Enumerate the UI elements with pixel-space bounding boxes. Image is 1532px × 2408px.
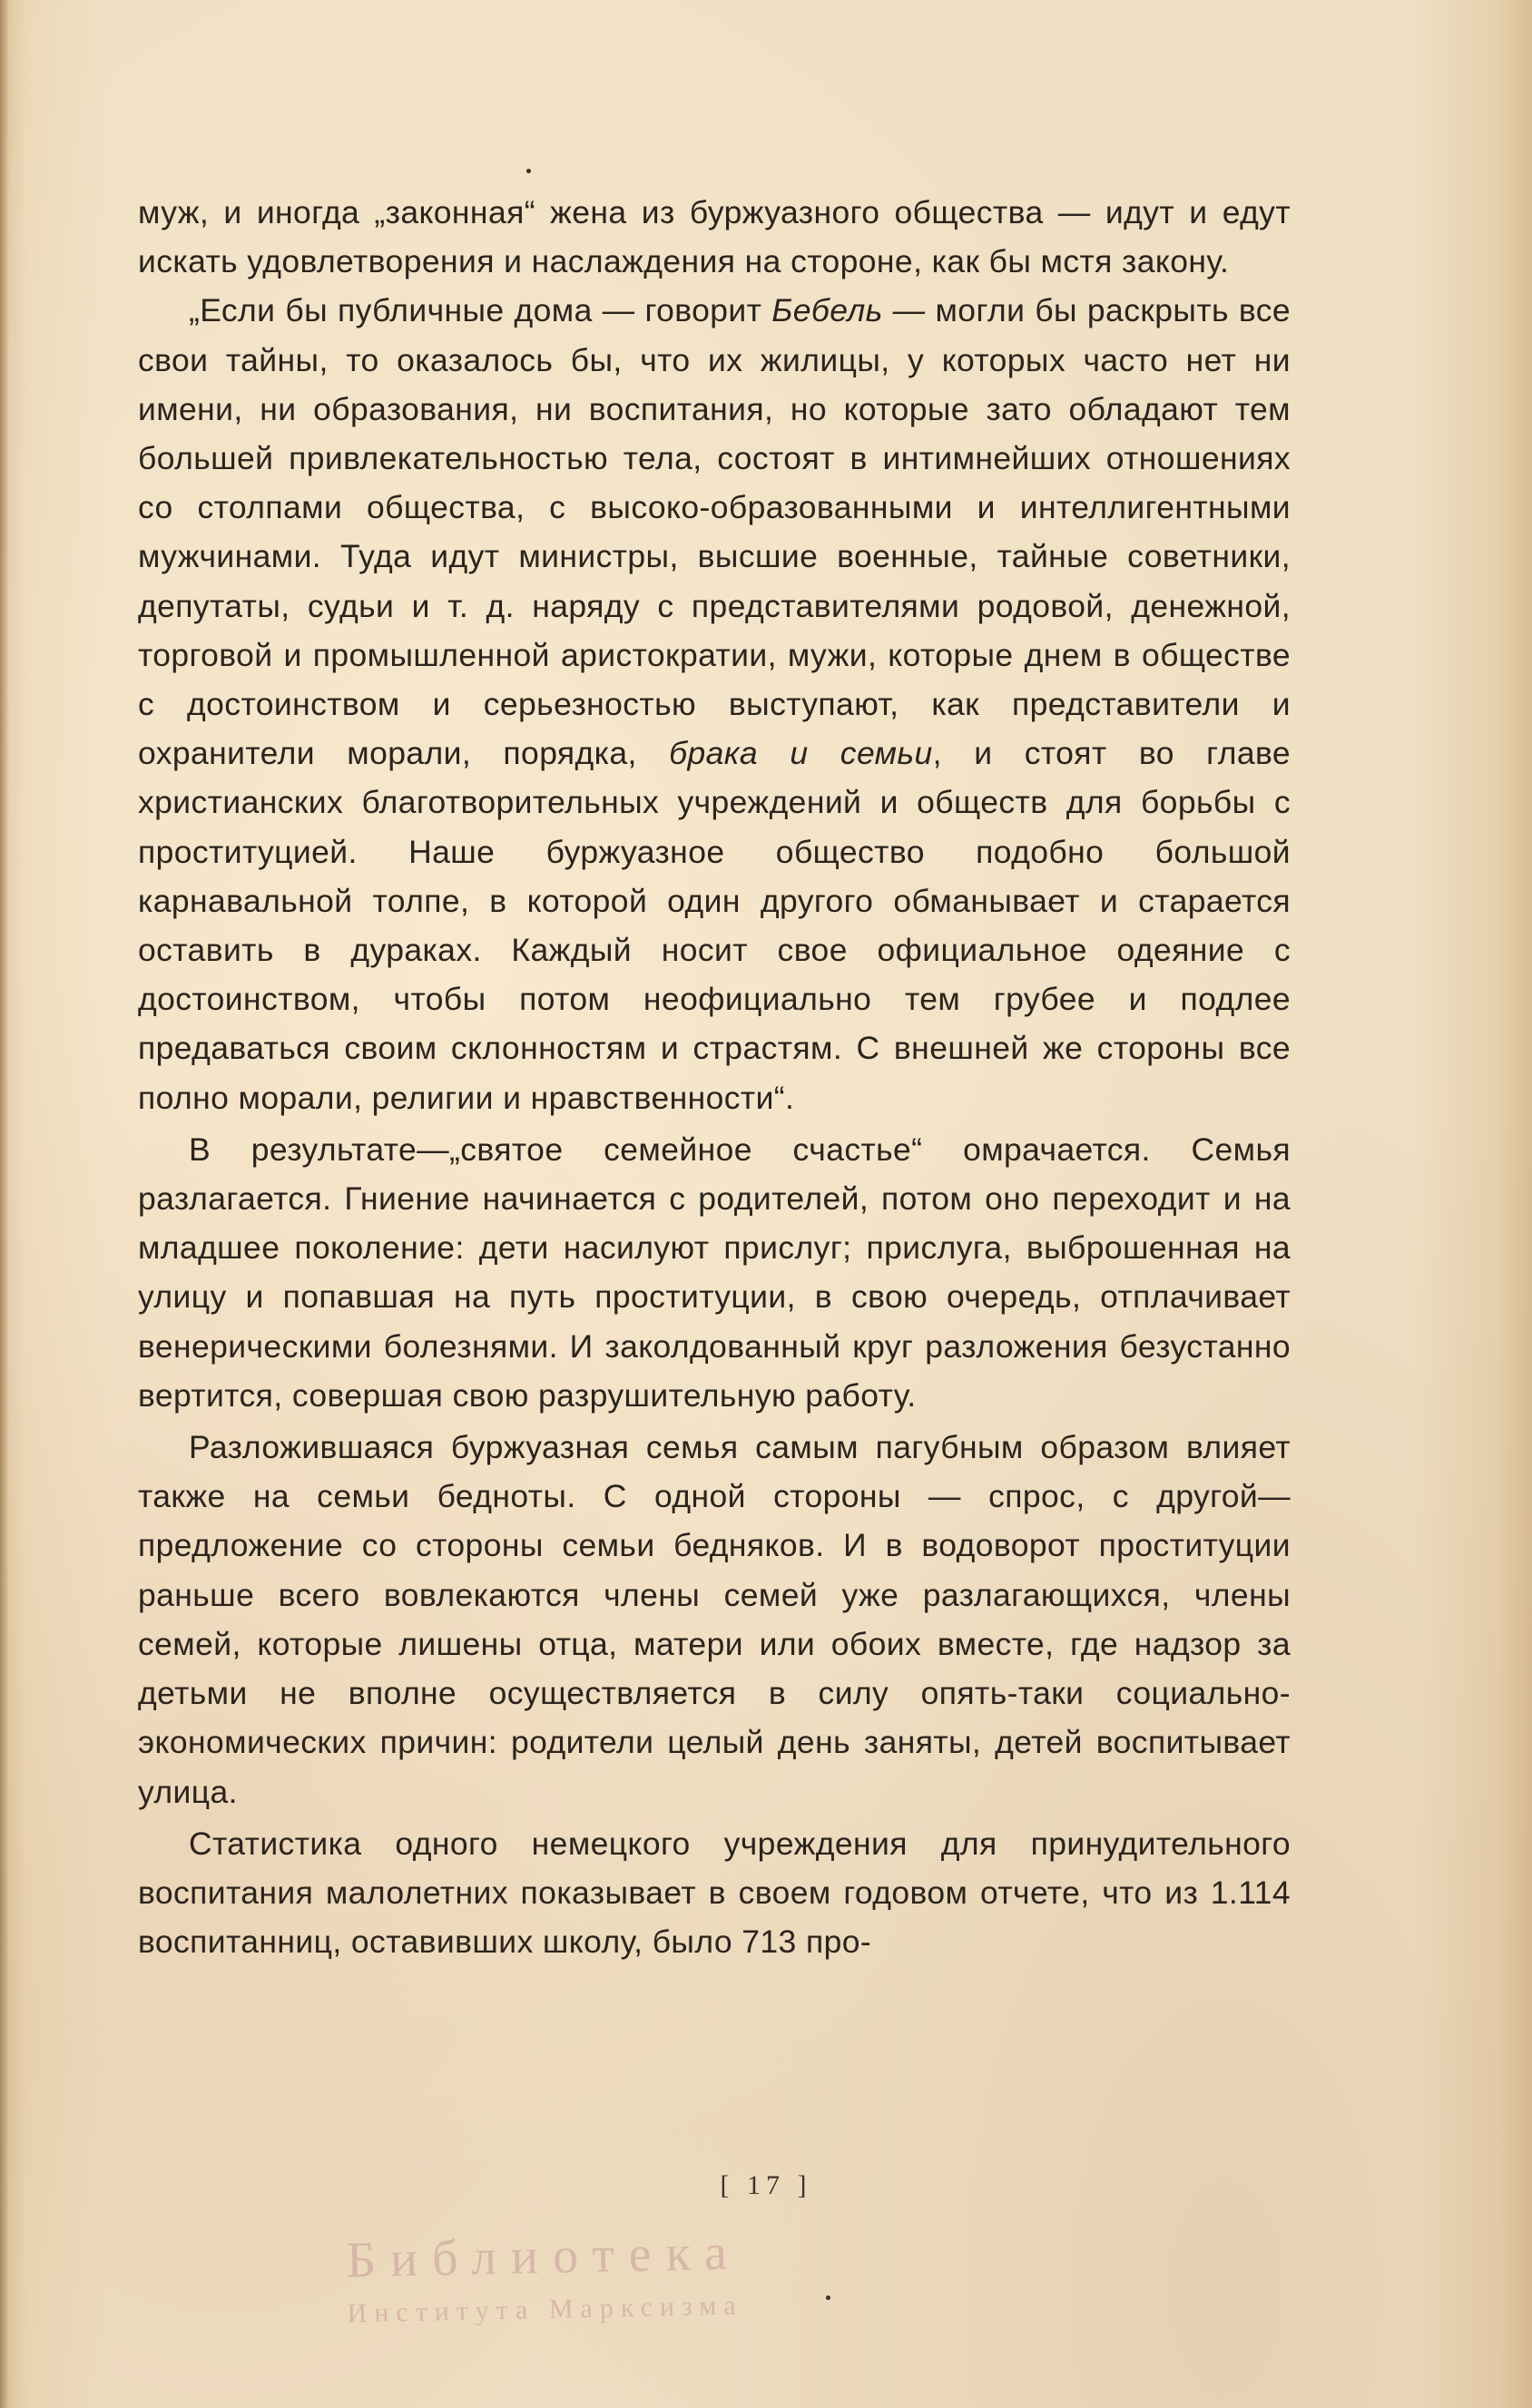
speck <box>526 169 531 173</box>
stamp-line-1: Библиотека <box>346 2224 742 2289</box>
library-stamp <box>253 2221 837 2351</box>
page-number: [ 17 ] <box>720 2170 812 2200</box>
text-run: муж, и иногда „законная“ жена из буржуазного общества — идут и едут искать удовлетворения и наслаждения на стороне, как бы мстя закону. <box>138 194 1291 280</box>
stamp-line-2: Института Марксизма <box>347 2290 743 2329</box>
text-run: Разложившаяся буржуазная семья самым пагубным образом влияет также на семьи бедноты. С одной стороны — спрос, с другой—предложение со стороны семьи бедняков. И в водоворот проституции раньше всего вовлекаются члены семей уже разлагающихся, члены семей, которые лишены отца, матери или обоих вместе, где надзор за детьми не вполне осуществляется в силу опять-таки социально-экономических причин: родители целый день заняты, детей воспитывает улица. <box>138 1429 1291 1810</box>
italic-text: брака и семьи <box>669 735 933 772</box>
italic-text: Бебель <box>771 292 883 329</box>
text-run: В результате—„святое семейное счастье“ омрачается. Семья разлагается. Гниение начинается с родителей, потом оно переходит и на младшее поколение: дети насилуют прислуг; прислуга, выброшенная на улицу и попавшая на путь проституции, в свою очередь, отплачивает венерическими болезнями. И заколдованный круг разложения безустанно вертится, совершая свою разрушительную работу. <box>138 1131 1291 1414</box>
paragraph <box>138 1819 1291 1967</box>
text-run: , и стоят во главе христианских благотворительных учреждений и обществ для борьбы с проституцией. Наше буржуазное общество подобно большой карнавальной толпе, в которой один другого обманывает и старается оставить в дураках. Каждый носит свое официальное одеяние с достоинством, чтобы потом неофициально тем грубее и подлее предаваться своим склонностям и страстям. С внешней же стороны все полно морали, религии и нравственности“. <box>138 735 1291 1116</box>
text-run: Статистика одного немецкого учреждения для принудительного воспитания малолетних показывает в своем годовом отчете, что из 1.114 воспитанниц, оставивших школу, было 713 про- <box>138 1825 1291 1961</box>
text-run: — могли бы раскрыть все свои тайны, то оказалось бы, что их жилицы, у которых часто нет ни имени, ни образования, ни воспитания, но которые зато обладают тем большей привлекательностью тела, состоят в интимнейших отношениях со столпами общества, с высоко-образованными и интеллигентными мужчинами. Туда идут министры, высшие военные, тайные советники, депутаты, судьи и т. д. наряду с представителями родовой, денежной, торговой и промышленной аристократии, мужи, которые днем в обществе с достоинством и серьезностью выступают, как представители и охранители морали, порядка, <box>138 292 1291 772</box>
page-edge-shadow <box>0 0 9 2408</box>
paragraph <box>138 1423 1291 1816</box>
text-run: „Если бы публичные дома — говорит <box>189 292 772 329</box>
speck <box>826 2295 830 2300</box>
paragraph <box>138 286 1291 1121</box>
body-text <box>138 188 1291 1966</box>
paragraph <box>138 1125 1291 1420</box>
paragraph <box>138 188 1291 286</box>
